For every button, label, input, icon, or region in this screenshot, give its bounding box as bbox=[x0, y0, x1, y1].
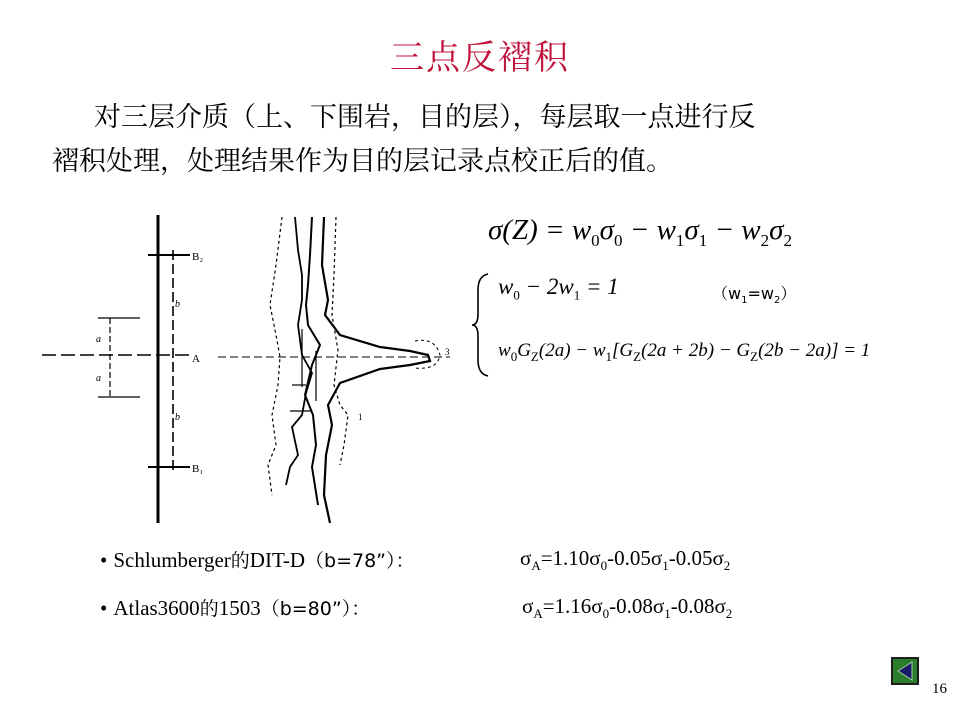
bullet-schlumberger: • Schlumberger的DIT-D（b=78”）： bbox=[100, 548, 415, 572]
back-button[interactable] bbox=[891, 657, 919, 685]
label-b1: B₁ bbox=[192, 463, 204, 475]
formula-atlas: $\sigma_A=1.16\sigma_0-0.08\sigma_1-0.08\sigma_2$ bbox=[522, 594, 733, 622]
log-curves bbox=[218, 217, 450, 523]
slide-title: 三点反褶积 bbox=[390, 38, 570, 78]
curve-label-1: 1 bbox=[358, 412, 363, 422]
intro-line-1: 对三层介质（上、下围岩，目的层），每层取一点进行反 bbox=[94, 102, 756, 133]
label-a-lower: a bbox=[96, 373, 101, 384]
label-b2: B₂ bbox=[192, 251, 204, 263]
back-triangle-icon bbox=[893, 659, 917, 683]
system-equation-1: $w_0 - 2w_1 = 1$ bbox=[498, 274, 619, 303]
label-b-upper: b bbox=[175, 299, 180, 310]
bullet-atlas: • Atlas3600的1503（b=80”）： bbox=[100, 596, 371, 620]
deconvolution-figure bbox=[40, 205, 470, 525]
curve-label-3: 3 bbox=[445, 347, 450, 357]
electrode-diagram bbox=[42, 215, 203, 523]
intro-paragraph bbox=[52, 96, 912, 184]
page-number: 16 bbox=[932, 681, 947, 697]
weight-condition: $(w_1=w_2)$ bbox=[712, 284, 797, 307]
formula-schlumberger: $\sigma_A=1.10\sigma_0-0.05\sigma_1-0.05\sigma_2$ bbox=[520, 546, 731, 574]
system-brace bbox=[470, 270, 492, 380]
label-b-lower: b bbox=[175, 412, 180, 423]
system-equation-2: $w_0G_Z(2a) - w_1[G_Z(2a + 2b) - G_Z(2b - 2a)] = 1$ bbox=[498, 340, 871, 364]
label-a-upper: a bbox=[96, 334, 101, 345]
intro-line-2: 褶积处理，处理结果作为目的层记录点校正后的值。 bbox=[52, 146, 673, 177]
label-a-point: A bbox=[192, 353, 200, 365]
main-equation: $\sigma(Z) = w_0\sigma_0 - w_1\sigma_1 - w_2\sigma_2$ bbox=[488, 214, 792, 250]
